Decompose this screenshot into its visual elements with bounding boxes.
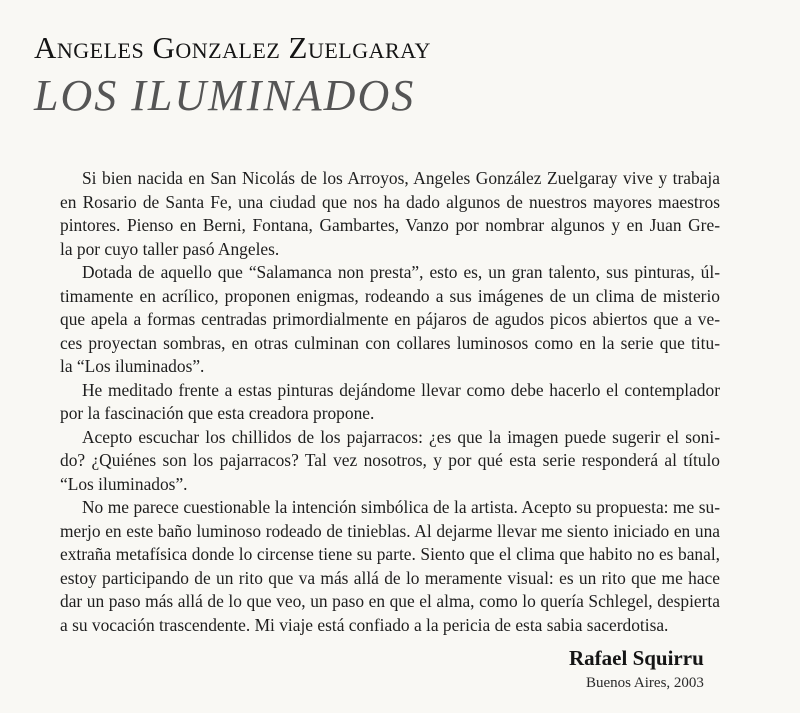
text-line: ces proyectan sombras, en otras culminan con collares luminosos como en la serie que titu- — [60, 332, 720, 353]
text-line: timamente en acrílico, proponen enigmas, rodeando a sus imágenes de un clima de misterio — [60, 285, 720, 306]
text-line: “Los iluminados”. — [60, 473, 188, 494]
paragraph — [60, 261, 720, 379]
text-line: He meditado frente a estas pinturas dejándome llevar como debe hacerlo el contemplador — [82, 379, 720, 400]
signature-name: Rafael Squirru — [569, 646, 704, 670]
text-line: la “Los iluminados”. — [60, 356, 205, 376]
text-line: por la fascinación que esta creadora propone. — [60, 403, 375, 423]
paragraph — [60, 379, 720, 426]
author-name: Angeles Gonzalez Zuelgaray — [34, 30, 431, 65]
text-line: a su vocación trascendente. Mi viaje está confiado a la pericia de esta sabia sacerdotisa. — [60, 614, 669, 635]
place-date: Buenos Aires, 2003 — [586, 675, 704, 691]
text-line: que apela a formas centradas primordialmente en pájaros de agudos picos abiertos que a ve- — [60, 309, 720, 329]
text-line: merjo en este baño luminoso rodeado de tinieblas. Al dejarme llevar me siento iniciado en una — [60, 520, 720, 541]
essay-body — [60, 167, 720, 637]
text-line: Si bien nacida en San Nicolás de los Arroyos, Angeles González Zuelgaray vive y trabaja — [82, 168, 720, 188]
text-line: estoy participando de un rito que va más allá de lo meramente visual: es un rito que me hace — [60, 567, 720, 588]
text-line: do? ¿Quiénes son los pajarracos? Tal vez nosotros, y por qué esta serie responderá al título — [60, 450, 720, 470]
text-line: dar un paso más allá de lo que veo, un paso en que el alma, como lo quería Schlegel, despierta — [60, 591, 720, 611]
text-line: Dotada de aquello que “Salamanca non presta”, esto es, un gran talento, sus pinturas, úl- — [82, 262, 720, 282]
text-line: extraña metafísica donde lo circense tiene su parte. Siento que el clima que habito no es banal, — [60, 544, 720, 564]
text-line: en Rosario de Santa Fe, una ciudad que nos ha dado algunos de nuestros mayores maestros — [60, 191, 720, 212]
text-line: No me parece cuestionable la intención simbólica de la artista. Acepto su propuesta: me su- — [82, 497, 720, 517]
artwork-series-title: LOS ILUMINADOS — [34, 71, 416, 120]
paragraph — [60, 426, 720, 497]
text-line: pintores. Pienso en Berni, Fontana, Gambartes, Vanzo por nombrar algunos y en Juan Gre- — [60, 215, 720, 235]
paragraph — [60, 496, 720, 637]
text-line: Acepto escuchar los chillidos de los pajarracos: ¿es que la imagen puede sugerir el soni- — [82, 426, 720, 447]
text-line: la por cuyo taller pasó Angeles. — [60, 238, 280, 259]
paragraph — [60, 167, 720, 261]
